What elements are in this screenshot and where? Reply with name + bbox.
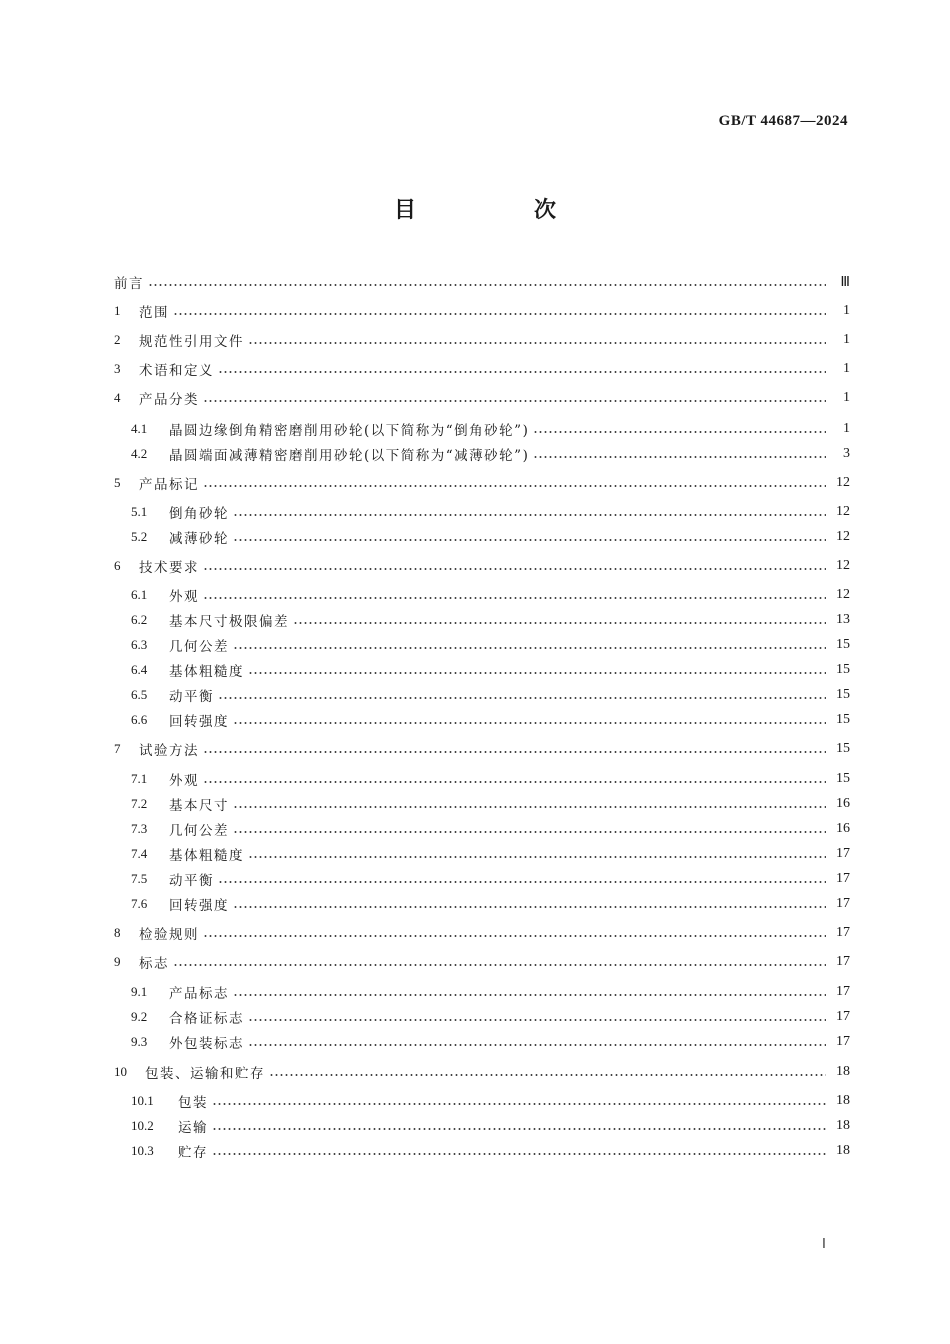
toc-entry[interactable] bbox=[114, 357, 850, 381]
toc-entry[interactable] bbox=[131, 1005, 850, 1029]
toc-entry[interactable] bbox=[131, 767, 850, 791]
toc-entry-label: 运输 bbox=[178, 1120, 208, 1136]
toc-dot-leader bbox=[293, 622, 826, 624]
toc-entry-label: 基本尺寸极限偏差 bbox=[169, 614, 289, 630]
footer-page-number: Ⅰ bbox=[821, 1237, 826, 1252]
toc-entry-label: 标志 bbox=[139, 956, 169, 972]
toc-dot-leader bbox=[203, 597, 826, 599]
toc-entry-page: 15 bbox=[836, 662, 850, 677]
toc-entry[interactable] bbox=[114, 270, 850, 294]
toc-entry-label: 产品标记 bbox=[139, 477, 199, 493]
toc-entry[interactable] bbox=[114, 737, 850, 761]
toc-dot-leader bbox=[533, 431, 826, 433]
toc-entry[interactable] bbox=[114, 1060, 850, 1084]
toc-entry-number: 5.2 bbox=[131, 529, 148, 544]
toc-dot-leader bbox=[233, 831, 826, 833]
toc-entry[interactable] bbox=[114, 554, 850, 578]
toc-entry-number: 7 bbox=[114, 741, 121, 756]
toc-entry-page: 1 bbox=[843, 390, 850, 405]
toc-dot-leader bbox=[203, 781, 826, 783]
toc-entry[interactable] bbox=[131, 525, 850, 549]
toc-entry-label: 基体粗糙度 bbox=[169, 664, 244, 680]
toc-entry-page: 15 bbox=[836, 741, 850, 756]
toc-entry[interactable] bbox=[114, 386, 850, 410]
toc-entry-label: 合格证标志 bbox=[169, 1011, 244, 1027]
toc-entry-label: 外包装标志 bbox=[169, 1036, 244, 1052]
toc-entry-label: 基本尺寸 bbox=[169, 798, 229, 814]
toc-entry-number: 10.1 bbox=[131, 1093, 154, 1108]
toc-entry-number: 7.2 bbox=[131, 796, 148, 811]
toc-entry-page: 17 bbox=[836, 1009, 850, 1024]
toc-dot-leader bbox=[218, 881, 826, 883]
toc-entry-page: 17 bbox=[836, 984, 850, 999]
toc-entry-label: 外观 bbox=[169, 773, 199, 789]
toc-dot-leader bbox=[173, 313, 826, 315]
toc-entry-page: 18 bbox=[836, 1093, 850, 1108]
toc-dot-leader bbox=[203, 935, 826, 937]
toc-dot-leader bbox=[233, 806, 826, 808]
toc-entry-page: 15 bbox=[836, 687, 850, 702]
toc-dot-leader bbox=[203, 751, 826, 753]
toc-entry-page: 12 bbox=[836, 529, 850, 544]
toc-entry-label: 术语和定义 bbox=[139, 363, 214, 379]
toc-dot-leader bbox=[218, 371, 826, 373]
toc-entry-number: 6.6 bbox=[131, 712, 148, 727]
toc-entry-page: 1 bbox=[843, 361, 850, 376]
toc-entry[interactable] bbox=[131, 1139, 850, 1163]
toc-entry-number: 8 bbox=[114, 925, 121, 940]
toc-dot-leader bbox=[248, 856, 826, 858]
toc-entry-label: 检验规则 bbox=[139, 927, 199, 943]
toc-entry-number: 7.4 bbox=[131, 846, 148, 861]
toc-entry-number: 6.3 bbox=[131, 637, 148, 652]
toc-entry[interactable] bbox=[131, 1114, 850, 1138]
toc-dot-leader bbox=[248, 342, 826, 344]
toc-entry-label: 包装、运输和贮存 bbox=[145, 1066, 265, 1082]
toc-dot-leader bbox=[148, 284, 826, 286]
standard-code: GB/T 44687—2024 bbox=[718, 113, 848, 129]
toc-entry[interactable] bbox=[131, 1030, 850, 1054]
toc-entry-page: 18 bbox=[836, 1143, 850, 1158]
toc-dot-leader bbox=[233, 906, 826, 908]
toc-entry-page: 12 bbox=[836, 558, 850, 573]
toc-entry-label: 倒角砂轮 bbox=[169, 506, 229, 522]
toc-entry-number: 6.5 bbox=[131, 687, 148, 702]
toc-entry-number: 6.4 bbox=[131, 662, 148, 677]
toc-entry-page: 16 bbox=[836, 796, 850, 811]
toc-entry-number: 1 bbox=[114, 303, 121, 318]
toc-dot-leader bbox=[203, 568, 826, 570]
toc-entry-number: 9.3 bbox=[131, 1034, 148, 1049]
toc-entry-page: 12 bbox=[836, 504, 850, 519]
toc-entry-number: 4 bbox=[114, 390, 121, 405]
toc-entry-number: 10 bbox=[114, 1064, 127, 1079]
toc-entry-number: 9.1 bbox=[131, 984, 148, 999]
toc-entry-page: 17 bbox=[836, 954, 850, 969]
toc-entry-label: 晶圆端面减薄精密磨削用砂轮(以下简称为“减薄砂轮”) bbox=[169, 448, 530, 464]
toc-entry-page: 15 bbox=[836, 712, 850, 727]
toc-entry[interactable] bbox=[131, 817, 850, 841]
toc-entry-page: 1 bbox=[843, 303, 850, 318]
toc-entry-number: 9 bbox=[114, 954, 121, 969]
toc-entry-number: 7.1 bbox=[131, 771, 148, 786]
toc-entry-label: 产品分类 bbox=[139, 392, 199, 408]
toc-entry[interactable] bbox=[131, 658, 850, 682]
toc-entry-label: 晶圆边缘倒角精密磨削用砂轮(以下简称为“倒角砂轮”) bbox=[169, 423, 530, 439]
toc-dot-leader bbox=[212, 1103, 826, 1105]
toc-entry[interactable] bbox=[114, 328, 850, 352]
toc-entry-page: 18 bbox=[836, 1118, 850, 1133]
toc-entry-page: 13 bbox=[836, 612, 850, 627]
toc-entry-number: 10.2 bbox=[131, 1118, 154, 1133]
toc-entry[interactable] bbox=[131, 633, 850, 657]
toc-dot-leader bbox=[233, 994, 826, 996]
toc-entry-number: 7.5 bbox=[131, 871, 148, 886]
toc-dot-leader bbox=[203, 400, 826, 402]
toc-entry-page: 1 bbox=[843, 421, 850, 436]
toc-entry-number: 6 bbox=[114, 558, 121, 573]
toc-entry[interactable] bbox=[131, 867, 850, 891]
toc-entry[interactable] bbox=[114, 950, 850, 974]
toc-entry[interactable] bbox=[131, 842, 850, 866]
toc-entry-number: 3 bbox=[114, 361, 121, 376]
toc-entry-label: 前言 bbox=[114, 276, 144, 292]
toc-entry-number: 2 bbox=[114, 332, 121, 347]
toc-dot-leader bbox=[173, 964, 826, 966]
toc-entry-page: 17 bbox=[836, 871, 850, 886]
toc-dot-leader bbox=[233, 539, 826, 541]
toc-entry-label: 动平衡 bbox=[169, 873, 214, 889]
toc-dot-leader bbox=[248, 1044, 826, 1046]
toc-entry[interactable] bbox=[131, 608, 850, 632]
toc-entry[interactable] bbox=[131, 708, 850, 732]
toc-title: 目 次 bbox=[393, 198, 604, 223]
toc-entry-page: 3 bbox=[843, 446, 850, 461]
toc-dot-leader bbox=[218, 697, 826, 699]
toc-entry-number: 7.3 bbox=[131, 821, 148, 836]
toc-entry[interactable] bbox=[131, 892, 850, 916]
toc-entry-page: Ⅲ bbox=[840, 274, 850, 290]
toc-entry-page: 12 bbox=[836, 587, 850, 602]
toc-dot-leader bbox=[233, 514, 826, 516]
toc-dot-leader bbox=[203, 485, 826, 487]
toc-entry-label: 贮存 bbox=[178, 1145, 208, 1161]
toc-dot-leader bbox=[269, 1074, 826, 1076]
toc-entry[interactable] bbox=[131, 417, 850, 441]
toc-entry-page: 17 bbox=[836, 1034, 850, 1049]
toc-entry-label: 规范性引用文件 bbox=[139, 334, 244, 350]
toc-entry-page: 17 bbox=[836, 925, 850, 940]
toc-entry-number: 7.6 bbox=[131, 896, 148, 911]
toc-entry-page: 1 bbox=[843, 332, 850, 347]
toc-entry-label: 回转强度 bbox=[169, 898, 229, 914]
toc-entry-label: 回转强度 bbox=[169, 714, 229, 730]
toc-entry-label: 基体粗糙度 bbox=[169, 848, 244, 864]
toc-entry[interactable] bbox=[114, 921, 850, 945]
toc-entry-label: 减薄砂轮 bbox=[169, 531, 229, 547]
toc-entry[interactable] bbox=[131, 683, 850, 707]
toc-dot-leader bbox=[248, 672, 826, 674]
toc-entry[interactable] bbox=[131, 442, 850, 466]
toc-entry[interactable] bbox=[131, 980, 850, 1004]
toc-entry-label: 产品标志 bbox=[169, 986, 229, 1002]
toc-entry-number: 5.1 bbox=[131, 504, 148, 519]
toc-dot-leader bbox=[233, 647, 826, 649]
toc-entry-number: 4.2 bbox=[131, 446, 148, 461]
toc-entry-page: 12 bbox=[836, 475, 850, 490]
toc-entry-page: 17 bbox=[836, 896, 850, 911]
toc-entry-number: 6.2 bbox=[131, 612, 148, 627]
toc-dot-leader bbox=[233, 722, 826, 724]
toc-dot-leader bbox=[533, 456, 826, 458]
toc-entry[interactable] bbox=[131, 500, 850, 524]
toc-entry-number: 9.2 bbox=[131, 1009, 148, 1024]
toc-dot-leader bbox=[248, 1019, 826, 1021]
toc-entry-label: 技术要求 bbox=[139, 560, 199, 576]
toc-entry[interactable] bbox=[114, 299, 850, 323]
toc-entry-page: 15 bbox=[836, 637, 850, 652]
toc-entry-number: 4.1 bbox=[131, 421, 148, 436]
toc-entry-label: 范围 bbox=[139, 305, 169, 321]
toc-entry-label: 动平衡 bbox=[169, 689, 214, 705]
toc-entry[interactable] bbox=[114, 471, 850, 495]
toc-entry-page: 18 bbox=[836, 1064, 850, 1079]
toc-entry-label: 外观 bbox=[169, 589, 199, 605]
toc-entry-number: 6.1 bbox=[131, 587, 148, 602]
toc-dot-leader bbox=[212, 1153, 826, 1155]
toc-entry-label: 几何公差 bbox=[169, 639, 229, 655]
toc-entry[interactable] bbox=[131, 792, 850, 816]
toc-entry-page: 16 bbox=[836, 821, 850, 836]
toc-entry[interactable] bbox=[131, 583, 850, 607]
toc-entry-number: 10.3 bbox=[131, 1143, 154, 1158]
toc-entry-page: 17 bbox=[836, 846, 850, 861]
toc-entry-label: 包装 bbox=[178, 1095, 208, 1111]
toc-entry-label: 几何公差 bbox=[169, 823, 229, 839]
toc-dot-leader bbox=[212, 1128, 826, 1130]
toc-entry[interactable] bbox=[131, 1089, 850, 1113]
toc-entry-number: 5 bbox=[114, 475, 121, 490]
toc-entry-page: 15 bbox=[836, 771, 850, 786]
toc-entry-label: 试验方法 bbox=[139, 743, 199, 759]
